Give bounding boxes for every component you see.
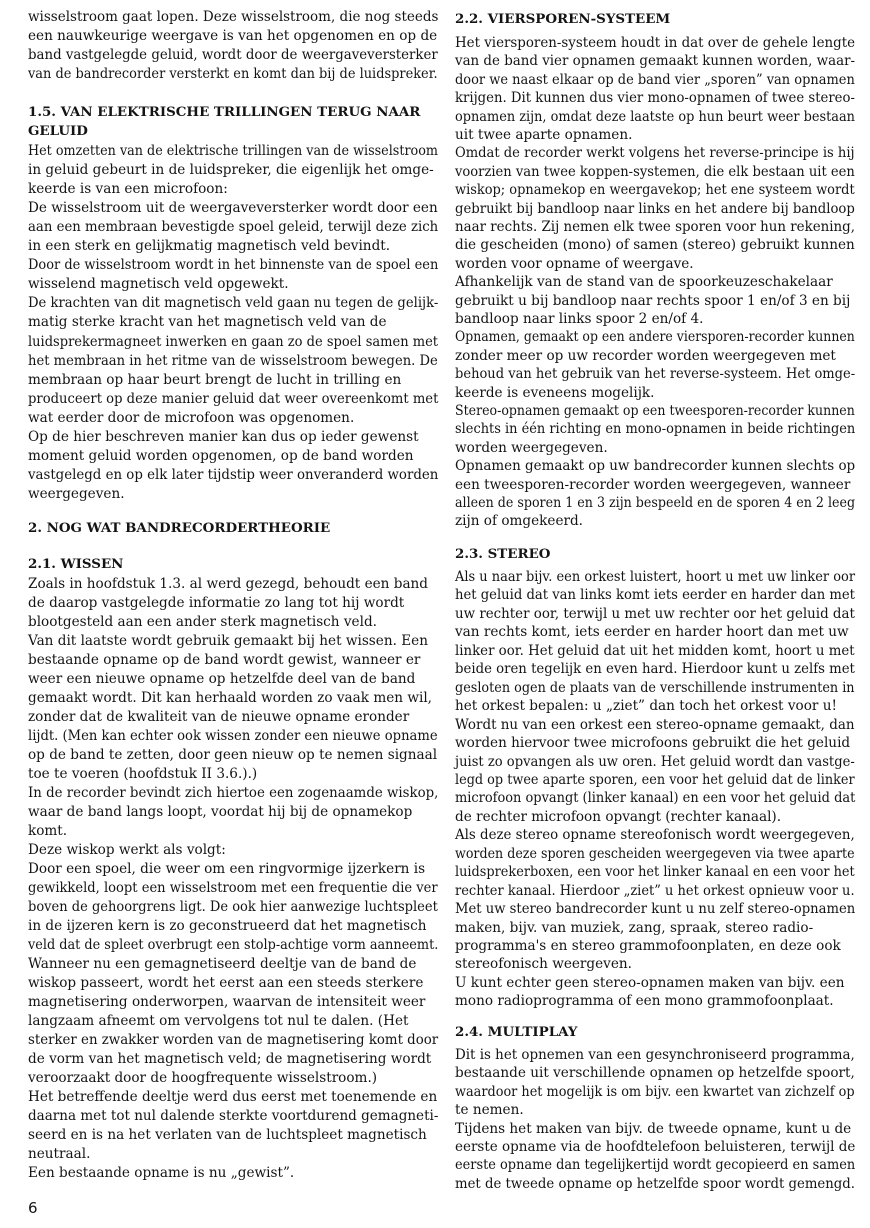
- paragraph-line: keerde is van een microfoon:: [28, 181, 228, 198]
- paragraph-line: in de ijzeren kern is zo geconstrueerd dat het magnetisch: [28, 918, 427, 934]
- section-heading-2-4: 2.4. MULTIPLAY: [455, 1024, 578, 1040]
- paragraph-line: U kunt echter geen stereo-opnamen maken van bijv. een: [455, 974, 845, 991]
- paragraph-line: blootgesteld aan een ander sterk magnetisch veld.: [28, 614, 377, 630]
- paragraph-line: Met uw stereo bandrecorder kunt u nu zelf stereo-opnamen: [455, 901, 856, 918]
- paragraph-line: bestaande uit verschillende opnamen op hetzelfde spoort,: [455, 1065, 855, 1082]
- paragraph-line: matig sterke kracht van het magnetisch veld van de: [28, 314, 387, 331]
- paragraph-line: het membraan in het ritme van de wisselstroom bewegen. De: [28, 352, 438, 369]
- paragraph-line: programma's en stereo grammofoonplaten, en deze ook: [455, 938, 841, 954]
- paragraph-line: eerste opname dan tegelijkertijd wordt gecopieerd en samen: [455, 1157, 856, 1174]
- paragraph-line: uw rechter oor, terwijl u met uw rechter oor het geluid dat: [455, 605, 855, 622]
- paragraph-line: door we naast elkaar op de band vier „sporen” van opnamen: [455, 71, 855, 88]
- paragraph-line: worden weergegeven.: [455, 439, 608, 456]
- section-heading-2-3: 2.3. STEREO: [455, 546, 551, 562]
- paragraph-line: alleen de sporen 1 en 3 zijn bespeeld en de sporen 4 en 2 leeg: [455, 495, 856, 511]
- page-number: 6: [28, 1199, 38, 1217]
- paragraph-line: slechts in één richting en mono-opnamen in beide richtingen: [455, 421, 856, 438]
- paragraph-line: gebruikt bij bandloop naar links en het andere bij bandloop: [455, 200, 855, 217]
- paragraph-line: behoud van het gebruik van het reverse-systeem. Het omge-: [455, 366, 856, 383]
- paragraph-line: van de band vier opnamen gemaakt kunnen worden, waar-: [455, 53, 856, 70]
- paragraph-line: Een bestaande opname is nu „gewist”.: [28, 1165, 295, 1181]
- paragraph-line: uit twee aparte opnamen.: [455, 127, 633, 143]
- paragraph-line: wiskop passeert, wordt het eerst aan een steeds sterkere: [28, 975, 424, 991]
- paragraph-line: rechter kanaal. Hierdoor „ziet” u het orkest opnieuw voor u.: [455, 882, 855, 899]
- paragraph-line: Tijdens het maken van bijv. de tweede opname, kunt u de: [455, 1120, 852, 1137]
- paragraph-line: Door de wisselstroom wordt in het binnenste van de spoel een: [28, 257, 439, 274]
- paragraph-line: beide oren tegelijk en even hard. Hierdoor kunt u zelfs met: [455, 661, 855, 678]
- paragraph-line: gemaakt wordt. Dit kan herhaald worden zo vaak men wil,: [28, 690, 432, 706]
- paragraph-line: in geluid gebeurt in de luidspreker, die eigenlijk het omge-: [28, 162, 434, 179]
- paragraph-line: aan een membraan bevestigde spoel geleid, terwijl deze zich: [28, 219, 439, 236]
- paragraph-line: Het omzetten van de elektrische trillingen van de wisselstroom: [28, 143, 439, 159]
- paragraph-line: op de band te zetten, door geen nieuw op te nemen signaal: [28, 747, 438, 763]
- paragraph-line: het orkest bepalen: u „ziet” dan toch het orkest voor u!: [455, 698, 837, 715]
- paragraph-line: Omdat de recorder werkt volgens het reverse-principe is hij: [455, 145, 855, 162]
- paragraph-line: Wordt nu van een orkest een stereo-opname gemaakt, dan: [455, 716, 855, 733]
- paragraph-line: Afhankelijk van de stand van de spoorkeuzeschakelaar: [455, 274, 833, 291]
- paragraph-line: toe te voeren (hoofdstuk II 3.6.).): [28, 766, 258, 782]
- paragraph-line: gebruikt u bij bandloop naar rechts spoor 1 en/of 3 en bij: [455, 292, 851, 309]
- paragraph-line: gewikkeld, loopt een wisselstroom met een frequentie die ver: [28, 880, 438, 896]
- paragraph-line: te nemen.: [455, 1102, 524, 1119]
- paragraph-line: zonder meer op uw recorder worden weergegeven met: [455, 347, 836, 364]
- paragraph-line: juist zo opvangen als uw oren. Het geluid wordt dan vastge-: [455, 753, 855, 770]
- paragraph-line: weergegeven.: [28, 485, 125, 502]
- paragraph-line: veld dat de spleet overbrugt een stolp-achtige vorm aanneemt.: [28, 937, 439, 953]
- paragraph-line: Stereo-opnamen gemaakt op een tweesporen-recorder kunnen: [455, 403, 855, 419]
- paragraph-line: Het viersporen-systeem houdt in dat over de gehele lengte: [455, 35, 856, 51]
- paragraph-line: naar rechts. Zij nemen elk twee sporen voor hun rekening,: [455, 219, 856, 235]
- paragraph-line: In de recorder bevindt zich hiertoe een zogenaamde wiskop,: [28, 785, 439, 801]
- paragraph-line: Zoals in hoofdstuk 1.3. al werd gezegd, behoudt een band: [28, 576, 429, 592]
- paragraph-line: komt.: [28, 823, 68, 839]
- paragraph-line: waardoor het mogelijk is om bijv. een kwartet van zichzelf op: [455, 1083, 855, 1100]
- paragraph-line: de rechter microfoon opvangt (rechter kanaal).: [455, 808, 782, 825]
- paragraph-line: seerd en is na het verlaten van de luchtspleet magnetisch: [28, 1127, 427, 1143]
- paragraph-line: Door een spoel, die weer om een ringvormige ijzerkern is: [28, 861, 426, 877]
- paragraph-line: maken, bijv. van muziek, zang, spraak, stereo radio-: [455, 919, 814, 936]
- paragraph-line: voorzien van twee koppen-systemen, die elk bestaan uit een: [455, 163, 855, 180]
- paragraph-line: worden deze sporen gescheiden weergegeven via twee aparte: [455, 845, 855, 862]
- paragraph-line: weer een nieuwe opname op hetzelfde deel van de band: [28, 671, 416, 687]
- paragraph-line: luidsprekermagneet inwerken en gaan zo de spoel samen met: [28, 333, 439, 350]
- section-heading-1-5: 1.5. VAN ELEKTRISCHE TRILLINGEN TERUG NAAR: [28, 104, 421, 120]
- paragraph-line: opnamen zijn, omdat deze laatste op hun beurt weer bestaan: [455, 108, 855, 125]
- paragraph-line: gesloten ogen de plaats van de verschillende instrumenten in: [455, 679, 855, 696]
- paragraph-line: Van dit laatste wordt gebruik gemaakt bij het wissen. Een: [28, 633, 428, 649]
- paragraph-line: van de bandrecorder versterkt en komt dan bij de luidspreker.: [28, 66, 438, 82]
- paragraph-line: legd op twee aparte sporen, een voor het geluid dat de linker: [455, 771, 855, 788]
- paragraph-line: een nauwkeurige weergave is van het opgenomen en op de: [28, 28, 438, 44]
- paragraph-line: langzaam afneemt om vervolgens tot nul te dalen. (Het: [28, 1013, 409, 1029]
- paragraph-line: neutraal.: [28, 1146, 91, 1162]
- paragraph-line: de daarop vastgelegde informatie zo lang tot hij wordt: [28, 595, 405, 611]
- paragraph-line: Dit is het opnemen van een gesynchroniseerd programma,: [455, 1047, 855, 1063]
- paragraph-line: membraan op haar beurt brengt de lucht in trilling en: [28, 371, 402, 388]
- paragraph-line: boven de gehoorgrens ligt. De ook hier aanwezige luchtspleet: [28, 899, 438, 915]
- paragraph-line: van rechts komt, iets eerder en harder hoort dan met uw: [455, 624, 849, 641]
- paragraph-line: band vastgelegde geluid, wordt door de weergaveversterker: [28, 47, 438, 63]
- paragraph-line: Wanneer nu een gemagnetiseerd deeltje van de band de: [28, 956, 417, 972]
- paragraph-line: bandloop naar links spoor 2 en/of 4.: [455, 311, 704, 327]
- paragraph-line: wisselstroom gaat lopen. Deze wisselstroom, die nog steeds: [28, 9, 439, 25]
- paragraph-line: Het betreffende deeltje werd dus eerst met toenemende en: [28, 1089, 438, 1105]
- paragraph-line: magnetisering onderworpen, waarvan de intensiteit weer: [28, 994, 426, 1010]
- paragraph-line: stereofonisch weergeven.: [455, 956, 632, 973]
- paragraph-line: Op de hier beschreven manier kan dus op ieder gewenst: [28, 428, 419, 445]
- paragraph-line: waar de band langs loopt, voordat hij bij de opnamekop: [28, 804, 413, 820]
- paragraph-line: met de tweede opname op hetzelfde spoor wordt gemengd.: [455, 1175, 855, 1192]
- paragraph-line: Als u naar bijv. een orkest luistert, hoort u met uw linker oor: [455, 569, 856, 585]
- paragraph-line: linker oor. Het geluid dat uit het midden komt, hoort u met: [455, 642, 855, 659]
- paragraph-line: Deze wiskop werkt als volgt:: [28, 842, 226, 858]
- paragraph-line: luidsprekerboxen, een voor het linker kanaal en een voor het: [455, 864, 855, 881]
- paragraph-line: mono radioprogramma of een mono grammofoonplaat.: [455, 993, 834, 1010]
- paragraph-line: produceert op deze manier geluid dat weer overeenkomt met: [28, 390, 439, 407]
- paragraph-line: Opnamen, gemaakt op een andere viersporen-recorder kunnen: [455, 329, 855, 346]
- paragraph-line: veroorzaakt door de hoogfrequente wisselstroom.): [28, 1070, 378, 1086]
- paragraph-line: bestaande opname op de band wordt gewist, wanneer er: [28, 652, 421, 668]
- paragraph-line: De wisselstroom uit de weergaveversterker wordt door een: [28, 200, 438, 217]
- paragraph-line: moment geluid worden opgenomen, op de band worden: [28, 447, 414, 464]
- paragraph-line: een tweesporen-recorder worden weergegeven, wanneer: [455, 476, 851, 493]
- paragraph-line: worden voor opname of weergave.: [455, 255, 694, 272]
- paragraph-line: die gescheiden (mono) of samen (stereo) gebruikt kunnen: [455, 237, 855, 254]
- section-heading-1-5: GELUID: [28, 123, 88, 139]
- paragraph-line: daarna met tot nul dalende sterkte voortdurend gemagneti-: [28, 1108, 439, 1124]
- paragraph-line: de vorm van het magnetisch veld; de magnetisering wordt: [28, 1051, 432, 1067]
- paragraph-line: Opnamen gemaakt op uw bandrecorder kunnen slechts op: [455, 458, 856, 475]
- chapter-heading-2: 2. NOG WAT BANDRECORDERTHEORIE: [28, 520, 331, 536]
- paragraph-line: eerste opname via de hoofdtelefoon beluisteren, terwijl de: [455, 1139, 856, 1155]
- paragraph-line: zijn of omgekeerd.: [455, 513, 584, 530]
- paragraph-line: De krachten van dit magnetisch veld gaan nu tegen de gelijk-: [28, 295, 439, 312]
- paragraph-line: microfoon opvangt (linker kanaal) en een voor het geluid dat: [455, 790, 856, 807]
- paragraph-line: wat eerder door de microfoon was opgenomen.: [28, 409, 355, 426]
- paragraph-line: keerde is eveneens mogelijk.: [455, 384, 655, 401]
- paragraph-line: in een sterk en gelijkmatig magnetisch veld bevindt.: [28, 238, 391, 255]
- paragraph-line: sterker en zwakker worden van de magnetisering komt door: [28, 1032, 439, 1048]
- paragraph-line: wisselend magnetisch veld opgewekt.: [28, 276, 289, 293]
- paragraph-line: vastgelegd en op elk later tijdstip weer onveranderd worden: [28, 466, 439, 483]
- paragraph-line: worden hiervoor twee microfoons gebruikt die het geluid: [455, 735, 851, 752]
- paragraph-line: het geluid dat van links komt iets eerder en harder dan met: [455, 587, 855, 604]
- section-heading-2-1: 2.1. WISSEN: [28, 556, 124, 572]
- paragraph-line: wiskop; opnamekop en weergavekop; het ene systeem wordt: [455, 182, 855, 199]
- section-heading-2-2: 2.2. VIERSPOREN-SYSTEEM: [455, 11, 671, 27]
- paragraph-line: zonder dat de kwaliteit van de nieuwe opname eronder: [28, 709, 410, 725]
- paragraph-line: krijgen. Dit kunnen dus vier mono-opnamen of twee stereo-: [455, 90, 855, 107]
- paragraph-line: lijdt. (Men kan echter ook wissen zonder een nieuwe opname: [28, 728, 438, 744]
- paragraph-line: Als deze stereo opname stereofonisch wordt weergegeven,: [455, 827, 855, 844]
